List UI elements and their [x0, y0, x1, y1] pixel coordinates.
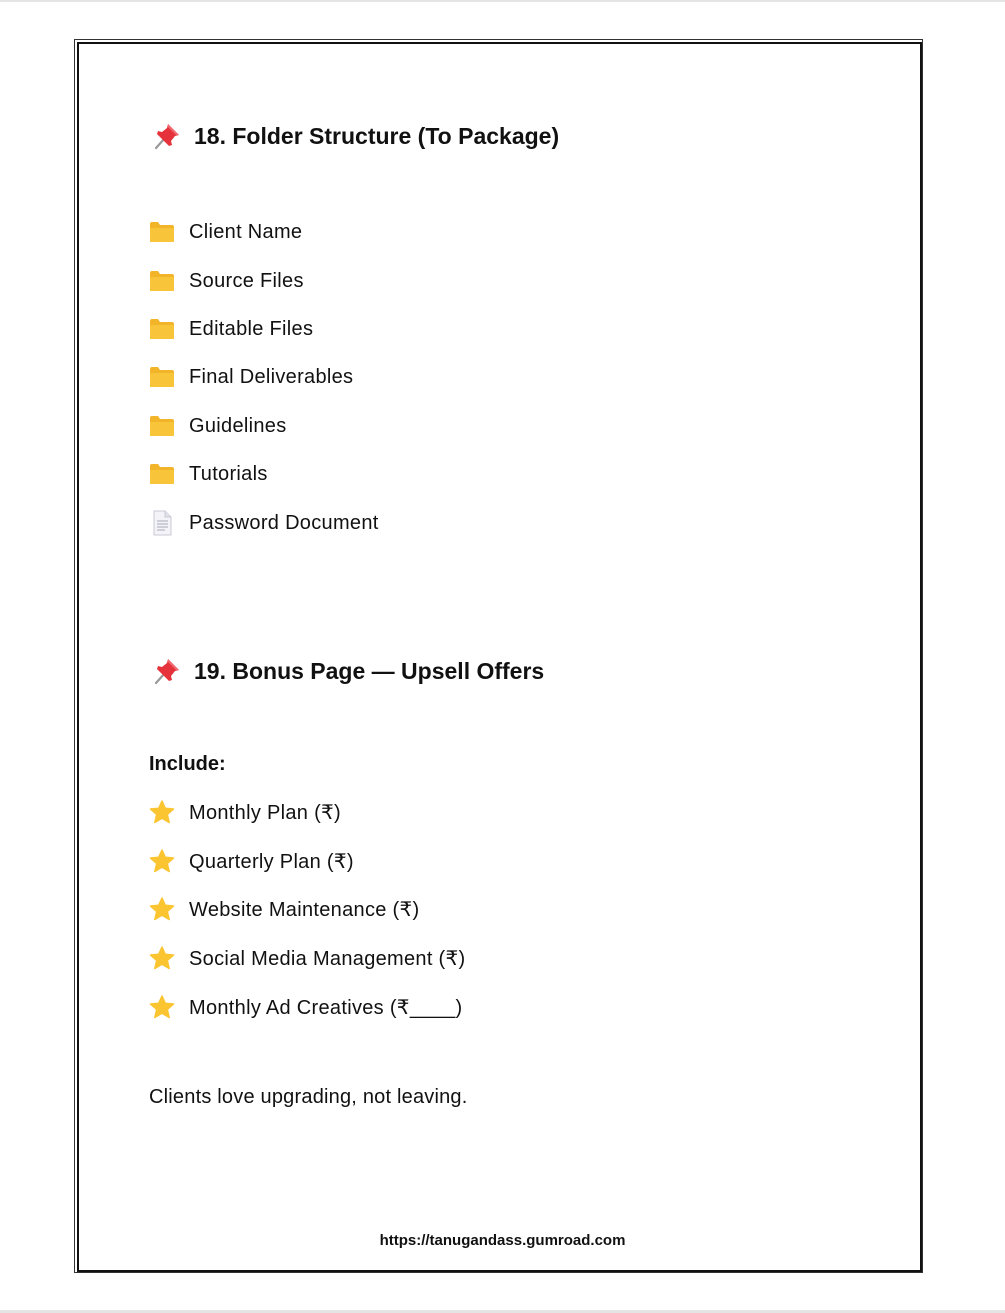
folder-list-item [149, 411, 287, 441]
folder-icon [149, 414, 175, 438]
pushpin-icon [152, 656, 182, 686]
upsell-list-item-text: Quarterly Plan (₹) [189, 850, 354, 873]
page-edge-top [0, 0, 1005, 2]
folder-icon [149, 317, 175, 341]
section-heading-folder-structure-text: 18. Folder Structure (To Package) [194, 122, 560, 149]
include-label [149, 749, 226, 779]
folder-list-item-text: Guidelines [189, 414, 287, 437]
pushpin-icon [152, 121, 182, 151]
star-icon [149, 800, 175, 824]
upsell-list-item [149, 797, 341, 827]
folder-list-item [149, 314, 313, 344]
folder-icon [149, 365, 175, 389]
include-label-text: Include: [149, 752, 226, 775]
upsell-list-item [149, 846, 354, 876]
folder-list-item-text: Password Document [189, 511, 379, 534]
star-icon [149, 849, 175, 873]
folder-icon [149, 462, 175, 486]
upsell-list-item-text: Website Maintenance (₹) [189, 898, 420, 921]
star-icon [149, 995, 175, 1019]
folder-list-item [149, 266, 304, 296]
document-icon [149, 511, 175, 535]
footer-link[interactable]: https://tanugandass.gumroad.com [379, 1232, 626, 1249]
section-heading-folder-structure [152, 121, 559, 151]
upsell-list-item-text: Monthly Ad Creatives (₹____) [189, 996, 463, 1019]
upsell-list-item [149, 992, 462, 1022]
folder-list-item-text: Source Files [189, 269, 304, 292]
section-heading-bonus-page-text: 19. Bonus Page — Upsell Offers [194, 657, 545, 684]
folder-icon [149, 220, 175, 244]
upsell-list-item [149, 943, 466, 973]
folder-list-item-text: Client Name [189, 220, 303, 243]
closing-text [149, 1082, 468, 1112]
upsell-list-item-text: Monthly Plan (₹) [189, 801, 342, 824]
folder-list-item [149, 508, 379, 538]
upsell-list-item-text: Social Media Management (₹) [189, 947, 466, 970]
section-heading-bonus-page [152, 656, 544, 686]
folder-list-item-text: Editable Files [189, 317, 314, 340]
folder-list-item [149, 362, 353, 392]
star-icon [149, 946, 175, 970]
folder-list-item-text: Tutorials [189, 462, 268, 485]
upsell-list-item [149, 894, 419, 924]
folder-list-item [149, 217, 302, 247]
folder-icon [149, 269, 175, 293]
folder-list-item-text: Final Deliverables [189, 365, 354, 388]
folder-list-item [149, 459, 268, 489]
star-icon [149, 897, 175, 921]
closing-text-text: Clients love upgrading, not leaving. [149, 1085, 468, 1108]
